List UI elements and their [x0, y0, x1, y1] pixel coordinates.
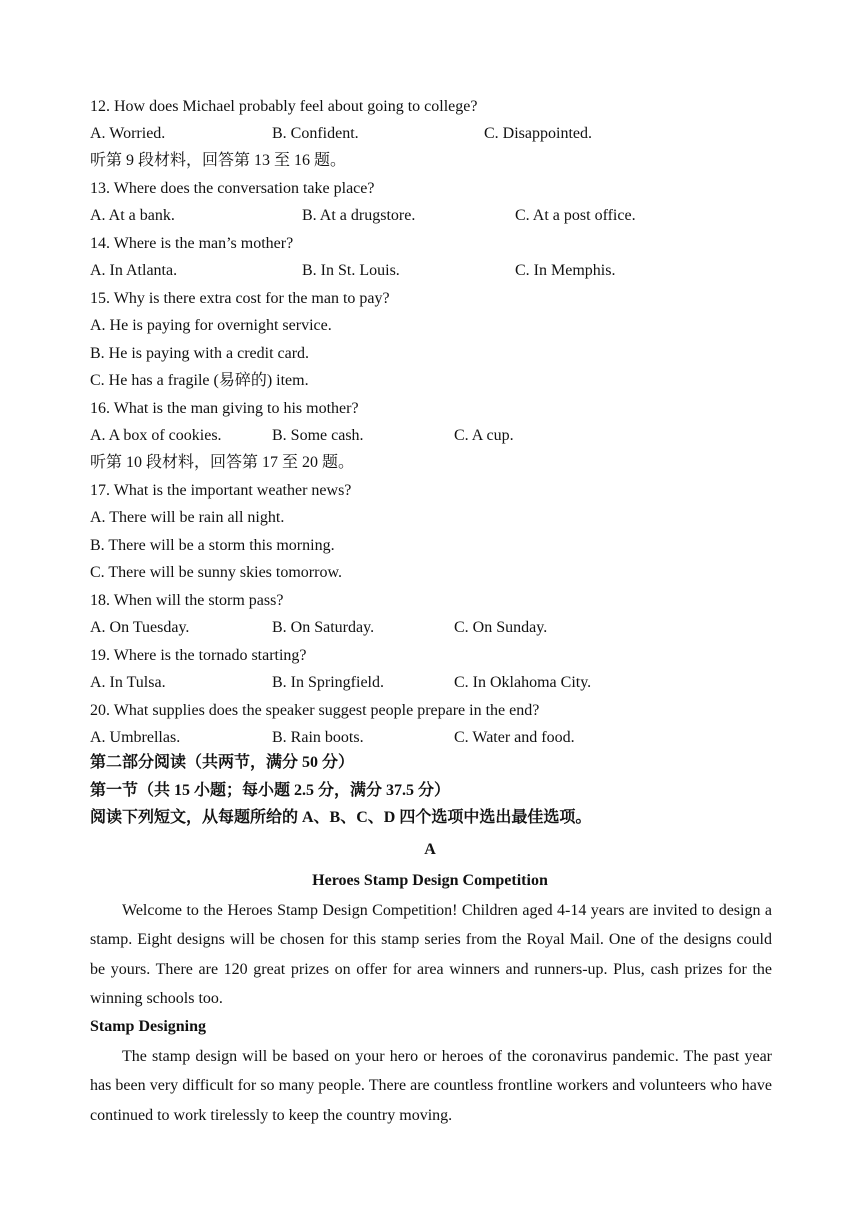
q19-option-b: B. In Springfield. — [272, 674, 384, 691]
question-12-stem: 12. How does Michael probably feel about going to college? — [90, 98, 478, 115]
q18-option-b: B. On Saturday. — [272, 619, 375, 636]
q17-option-b: B. There will be a storm this morning. — [90, 537, 335, 554]
q12-option-a: A. Worried. — [90, 125, 166, 142]
question-15-stem: 15. Why is there extra cost for the man to pay? — [90, 290, 390, 307]
q20-option-b: B. Rain boots. — [272, 729, 364, 746]
part2-section1: 第一节（共 15 小题；每小题 2.5 分，满分 37.5 分） — [90, 782, 451, 799]
passage-subheading: Stamp Designing — [90, 1018, 207, 1035]
question-18-stem: 18. When will the storm pass? — [90, 592, 284, 609]
q15-option-b: B. He is paying with a credit card. — [90, 345, 310, 362]
q14-option-b: B. In St. Louis. — [302, 262, 400, 279]
q17-option-a: A. There will be rain all night. — [90, 509, 285, 526]
q13-option-c: C. At a post office. — [515, 207, 636, 224]
listening-instruction-9: 听第 9 段材料，回答第 13 至 16 题。 — [90, 152, 347, 169]
question-13-stem: 13. Where does the conversation take place? — [90, 180, 375, 197]
q14-option-c: C. In Memphis. — [515, 262, 616, 279]
passage-paragraph-2: The stamp design will be based on your hero or heroes of the coronavirus pandemic. The past year has been very difficult for so many people. There are countless frontline workers and volunteers who have continued to work tirelessly to keep the country moving. — [90, 1048, 772, 1124]
passage-paragraph-1: Welcome to the Heroes Stamp Design Competition! Children aged 4-14 years are invited to design a stamp. Eight designs will be chosen for this stamp series from the Royal Mail. One of the designs could be yours. There are 120 great prizes on offer for area winners and runners-up. Plus, cash prizes for the winning schools too. — [90, 902, 772, 1007]
q17-option-c: C. There will be sunny skies tomorrow. — [90, 564, 342, 581]
part2-title: 第二部分阅读（共两节，满分 50 分） — [90, 754, 355, 771]
passage-letter: A — [424, 841, 436, 858]
question-14-stem: 14. Where is the man’s mother? — [90, 235, 294, 252]
listening-instruction-10: 听第 10 段材料，回答第 17 至 20 题。 — [90, 454, 355, 471]
q19-option-a: A. In Tulsa. — [90, 674, 166, 691]
question-16-stem: 16. What is the man giving to his mother? — [90, 400, 359, 417]
q15-option-a: A. He is paying for overnight service. — [90, 317, 332, 334]
q16-option-a: A. A box of cookies. — [90, 427, 222, 444]
q18-option-c: C. On Sunday. — [454, 619, 548, 636]
q13-option-a: A. At a bank. — [90, 207, 175, 224]
q12-option-b: B. Confident. — [272, 125, 359, 142]
part2-directions: 阅读下列短文，从每题所给的 A、B、C、D 四个选项中选出最佳选项。 — [90, 809, 592, 826]
q16-option-b: B. Some cash. — [272, 427, 364, 444]
passage-title: Heroes Stamp Design Competition — [312, 872, 548, 889]
q19-option-c: C. In Oklahoma City. — [454, 674, 592, 691]
q18-option-a: A. On Tuesday. — [90, 619, 190, 636]
question-17-stem: 17. What is the important weather news? — [90, 482, 352, 499]
q20-option-a: A. Umbrellas. — [90, 729, 181, 746]
question-20-stem: 20. What supplies does the speaker suggest people prepare in the end? — [90, 702, 540, 719]
question-19-stem: 19. Where is the tornado starting? — [90, 647, 307, 664]
q15-option-c: C. He has a fragile (易碎的) item. — [90, 372, 309, 389]
q14-option-a: A. In Atlanta. — [90, 262, 178, 279]
q20-option-c: C. Water and food. — [454, 729, 575, 746]
q12-option-c: C. Disappointed. — [484, 125, 592, 142]
q13-option-b: B. At a drugstore. — [302, 207, 416, 224]
q16-option-c: C. A cup. — [454, 427, 514, 444]
